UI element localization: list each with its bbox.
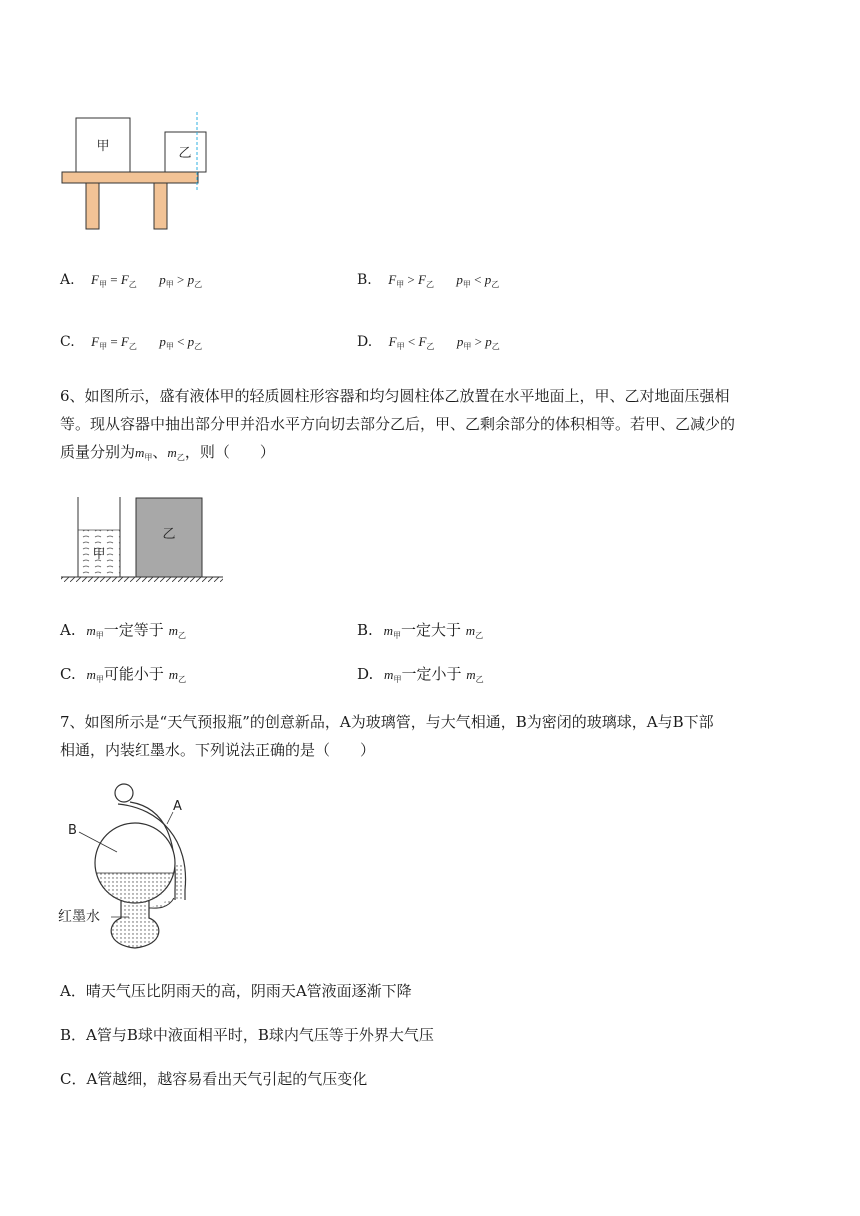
question-7-stem [60, 708, 805, 764]
q6-option-c[interactable]: C. $m_甲$可能小于 $m_乙$ [60, 665, 187, 684]
weather-bottle-figure [55, 780, 215, 955]
q7-option-c[interactable]: C．A管越细，越容易看出天气引起的气压变化 [60, 1070, 368, 1088]
label-b: B [68, 823, 77, 838]
label-red-ink: 红墨水 [58, 909, 100, 925]
label-a: A [173, 799, 182, 814]
red-ink-liquid [96, 873, 174, 904]
q5-option-d[interactable]: D. $F_甲 < F_乙$ $p_甲 > p_乙$ [357, 334, 500, 351]
q6-line-2: 等。现从容器中抽出部分甲并沿水平方向切去部分乙后，甲、乙剩余部分的体积相等。若甲、乙减少的 [60, 415, 736, 433]
q5-option-c[interactable]: C. $F_甲 = F_乙$ $p_甲 < p_乙$ [60, 334, 203, 351]
q7-option-a[interactable]: A．晴天气压比阴雨天的高，阴雨天A管液面逐渐下降 [60, 982, 412, 1000]
block-yi-label: 乙 [178, 146, 192, 161]
top-bulb [115, 784, 133, 802]
block-jia-label: 甲 [96, 139, 110, 154]
ground-hatch [61, 577, 223, 582]
q6-option-a[interactable]: A. $m_甲$一定等于 $m_乙$ [60, 621, 186, 640]
table-blocks-figure [55, 108, 225, 233]
q7-line-1: 7、如图所示是“天气预报瓶”的创意新品，A为玻璃管，与大气相通，B为密闭的玻璃球，A与B下部 [60, 713, 714, 731]
q6-line-1: 6、如图所示，盛有液体甲的轻质圆柱形容器和均匀圆柱体乙放置在水平地面上，甲、乙对地面压强相 [60, 387, 730, 405]
table-leg-left [86, 183, 99, 229]
block-yi-cylinder-label: 乙 [162, 527, 176, 542]
q6-option-d[interactable]: D. $m_甲$一定小于 $m_乙$ [357, 665, 484, 684]
q6-line-3: 质量分别为$m_甲$、$m_乙$，则（ ） [60, 443, 275, 462]
container-block-figure [58, 492, 228, 587]
table-leg-right [154, 183, 167, 229]
q6-option-b[interactable]: B. $m_甲$一定大于 $m_乙$ [357, 621, 484, 640]
container-label: 甲 [92, 547, 106, 562]
q7-line-2: 相通，内装红墨水。下列说法正确的是（ ） [60, 741, 376, 759]
q5-option-a[interactable]: A. $F_甲 = F_乙$ $p_甲 > p_乙$ [60, 272, 203, 289]
q5-option-b[interactable]: B. $F_甲 > F_乙$ $p_甲 < p_乙$ [357, 272, 500, 289]
q7-option-b[interactable]: B．A管与B球中液面相平时，B球内气压等于外界大气压 [60, 1026, 434, 1044]
question-6-stem [60, 382, 805, 472]
table-top [62, 172, 198, 183]
